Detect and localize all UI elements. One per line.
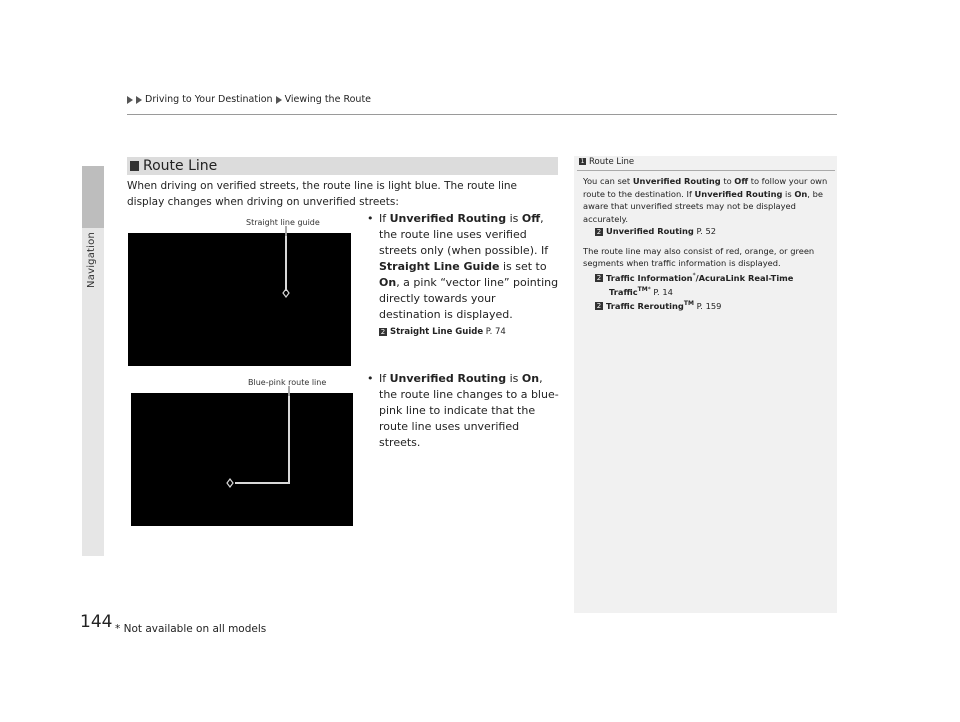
bullet-dot: • [367, 212, 374, 225]
breadcrumb [127, 94, 371, 105]
xref-icon: 2 [596, 273, 602, 282]
section-title: Route Line [143, 158, 218, 174]
section-square-icon [130, 161, 139, 171]
bullet-text: If Unverified Routing is Off, the route line uses verified streets only (when possible). If Straight Line Guide is set to On, a pink “vector line” pointing directly towards your destination is displayed. [379, 212, 559, 321]
note-body [583, 175, 831, 319]
bullet-item [367, 211, 559, 338]
footnote: * Not available on all models [115, 623, 267, 635]
caption-leader-line [284, 226, 288, 236]
caption-leader-line [287, 386, 291, 396]
figure-caption: Straight line guide [246, 218, 320, 227]
cross-reference-link[interactable]: 2 Straight Line Guide P. 74 [380, 327, 506, 337]
cross-reference-continuation[interactable]: Traffic$^{TM*}$ P. 14 [609, 285, 673, 297]
note-heading: 1 Route Line [580, 157, 635, 167]
side-tab-marker [82, 166, 104, 228]
note-paragraph: The route line may also consist of red, orange, or green segments when traffic information is displayed. 2 Traffic Information*/AcuraLink Real-Time Traffic$^{TM*}$ P. 14 2 Traffic Rerouting™ P. 159 [583, 245, 831, 313]
breadcrumb-item: Driving to Your Destination [145, 94, 273, 105]
cross-reference-link[interactable]: 2 Traffic Information*/AcuraLink Real-Time [596, 271, 794, 283]
note-divider [577, 170, 835, 171]
destination-marker-icon [227, 479, 233, 487]
straight-line-graphic [128, 233, 351, 366]
breadcrumb-arrow-icon [127, 96, 133, 104]
header-divider [127, 114, 837, 115]
page-number: 144 [80, 612, 113, 632]
figure-caption: Blue-pink route line [248, 378, 327, 387]
route-line-graphic [131, 393, 353, 526]
note-icon: 1 [580, 158, 585, 165]
bullet-text: If Unverified Routing is On, the route line changes to a blue-pink line to indicate that the route line uses unverified streets. [379, 372, 559, 449]
breadcrumb-item: Viewing the Route [284, 94, 372, 105]
bullet-item [367, 371, 559, 451]
breadcrumb-arrow-icon [136, 96, 142, 104]
breadcrumb-arrow-icon [276, 96, 282, 104]
cross-reference-link[interactable]: 2 Unverified Routing P. 52 [596, 226, 717, 236]
side-tab-label: Navigation [86, 232, 97, 288]
nav-screen-straight-line [128, 233, 351, 366]
bullet-dot: • [367, 372, 374, 385]
cross-reference-link[interactable]: 2 Traffic Rerouting™ P. 159 [596, 300, 722, 311]
route-line [235, 393, 289, 483]
intro-paragraph: When driving on verified streets, the route line is light blue. The route line display changes when driving on unverified streets: [127, 180, 517, 208]
nav-screen-blue-pink-route [131, 393, 353, 526]
note-paragraph: You can set Unverified Routing to Off to follow your own route to the destination. If Unverified Routing is On, be aware that unverified streets may not be displayed accurately. 2 Unverified Routing P. 52 [583, 175, 831, 238]
xref-icon: 2 [596, 302, 602, 311]
xref-icon: 2 [596, 227, 602, 236]
xref-icon: 2 [380, 327, 386, 336]
